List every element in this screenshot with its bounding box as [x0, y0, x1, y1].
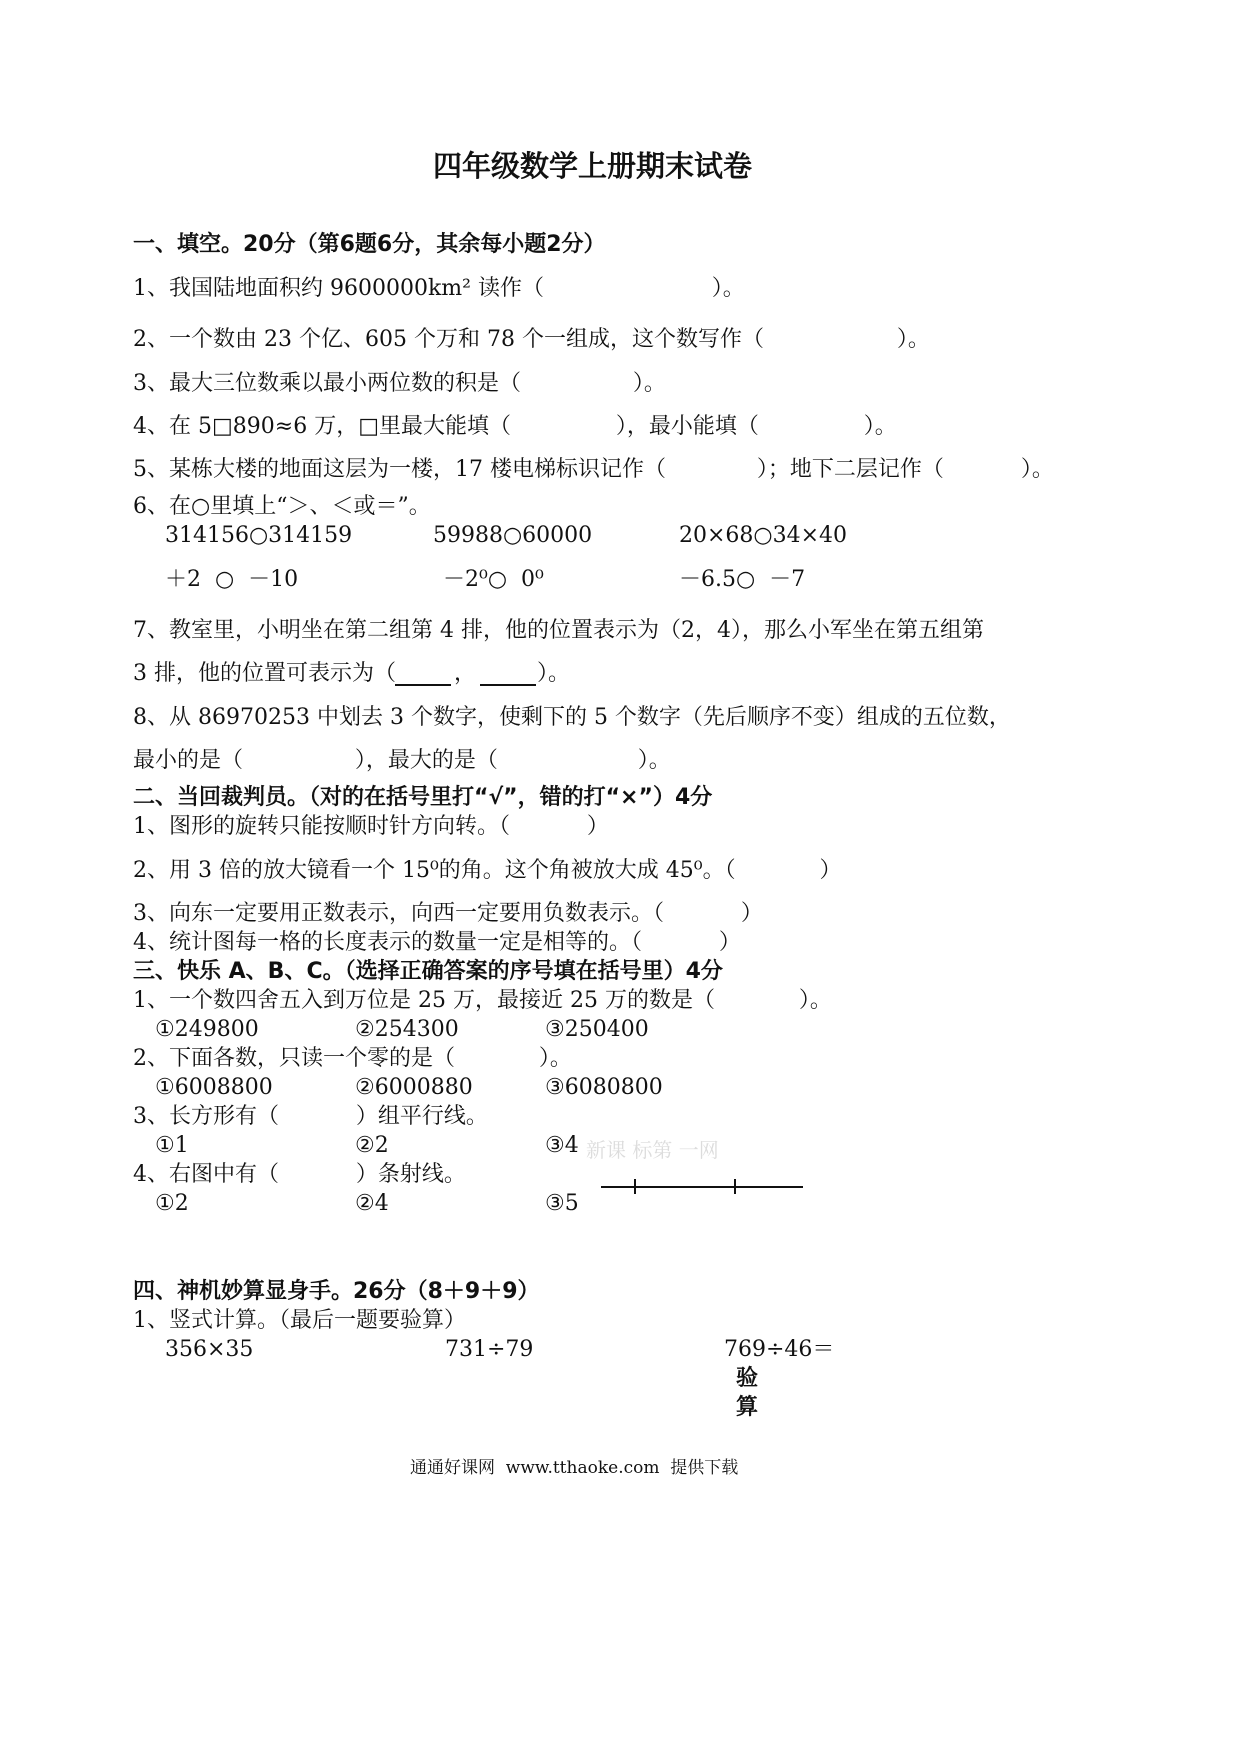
section-4-heading: 四、神机妙算显身手。26分（8＋9＋9） [133, 1279, 540, 1304]
option: ③4 [545, 1133, 579, 1158]
ray-figure-line [601, 1186, 803, 1188]
answer-blank [480, 684, 536, 686]
s1-question-8-line-1: 8、从 86970253 中划去 3 个数字，使剩下的 5 个数字（先后顺序不变）组成的五位数， [133, 705, 1011, 730]
section-1-heading: 一、填空。20分（第6题6分，其余每小题2分） [133, 232, 606, 257]
option: ②2 [355, 1133, 389, 1158]
option: ②4 [355, 1191, 389, 1216]
check-label: 验 [736, 1366, 759, 1391]
s3-question-2: 2、下面各数，只读一个零的是（ ）。 [133, 1046, 572, 1071]
section-2-heading: 二、当回裁判员。（对的在括号里打“√”，错的打“×”）4分 [133, 785, 713, 810]
s1-question-7-line-1: 7、教室里，小明坐在第二组第 4 排，他的位置表示为（2，4），那么小军坐在第五组第 [133, 618, 984, 643]
section-3-heading: 三、快乐 A、B、C。（选择正确答案的序号填在括号里）4分 [133, 959, 723, 984]
s2-question-3: 3、向东一定要用正数表示，向西一定要用负数表示。（ ） [133, 901, 763, 926]
answer-blank [395, 684, 451, 686]
calc-problem: 356×35 [165, 1337, 254, 1362]
s1-question-3: 3、最大三位数乘以最小两位数的积是（ ）。 [133, 371, 666, 396]
s3-question-4: 4、右图中有（ ）条射线。 [133, 1162, 466, 1187]
s1-question-4: 4、在 5□890≈6 万，□里最大能填（ ），最小能填（ ）。 [133, 414, 897, 439]
option: ③250400 [545, 1017, 649, 1042]
s4-question-1: 1、竖式计算。（最后一题要验算） [133, 1308, 466, 1333]
s1-question-2: 2、一个数由 23 个亿、605 个万和 78 个一组成，这个数写作（ ）。 [133, 327, 930, 352]
s1-question-7-line-2b: ， [454, 661, 477, 686]
page-title: 四年级数学上册期末试卷 [433, 149, 753, 183]
s1-question-1: 1、我国陆地面积约 9600000km² 读作（ ）。 [133, 276, 745, 301]
s1-question-7-line-2a: 3 排，他的位置可表示为（ [133, 661, 396, 686]
s2-question-2: 2、用 3 倍的放大镜看一个 15⁰的角。这个角被放大成 45⁰。（ ） [133, 858, 842, 883]
calc-problem: 769÷46＝ [724, 1337, 835, 1362]
calc-problem: 731÷79 [445, 1337, 534, 1362]
compare-item: －2⁰○ 0⁰ [443, 567, 544, 592]
option: ①2 [155, 1191, 189, 1216]
check-label: 算 [736, 1395, 759, 1420]
compare-item: 314156○314159 [165, 523, 353, 548]
option: ②6000880 [355, 1075, 473, 1100]
option: ①249800 [155, 1017, 259, 1042]
faint-watermark-text: 新课 标第 一网 [586, 1138, 719, 1162]
s3-question-3: 3、长方形有（ ）组平行线。 [133, 1104, 488, 1129]
s2-question-4: 4、统计图每一格的长度表示的数量一定是相等的。（ ） [133, 930, 741, 955]
option: ①1 [155, 1133, 189, 1158]
compare-item: －6.5○ －7 [679, 567, 806, 592]
option: ③5 [545, 1191, 579, 1216]
option: ①6008800 [155, 1075, 273, 1100]
footer-text: 通通好课网 www.tthaoke.com 提供下载 [410, 1458, 739, 1478]
s1-question-5: 5、某栋大楼的地面这层为一楼，17 楼电梯标识记作（ ）；地下二层记作（ ）。 [133, 457, 1054, 482]
s3-question-1: 1、一个数四舍五入到万位是 25 万，最接近 25 万的数是（ ）。 [133, 988, 832, 1013]
ray-figure-point [634, 1179, 636, 1194]
s1-question-6: 6、在○里填上“＞、＜或＝”。 [133, 494, 431, 519]
s1-question-7-line-2c: ）。 [537, 661, 571, 686]
ray-figure-point [734, 1179, 736, 1194]
compare-item: 20×68○34×40 [679, 523, 848, 548]
s2-question-1: 1、图形的旋转只能按顺时针方向转。（ ） [133, 814, 609, 839]
option: ③6080800 [545, 1075, 663, 1100]
option: ②254300 [355, 1017, 459, 1042]
compare-item: 59988○60000 [433, 523, 593, 548]
compare-item: ＋2 ○ －10 [165, 567, 299, 592]
s1-question-8-line-2: 最小的是（ ），最大的是（ ）。 [133, 748, 671, 773]
